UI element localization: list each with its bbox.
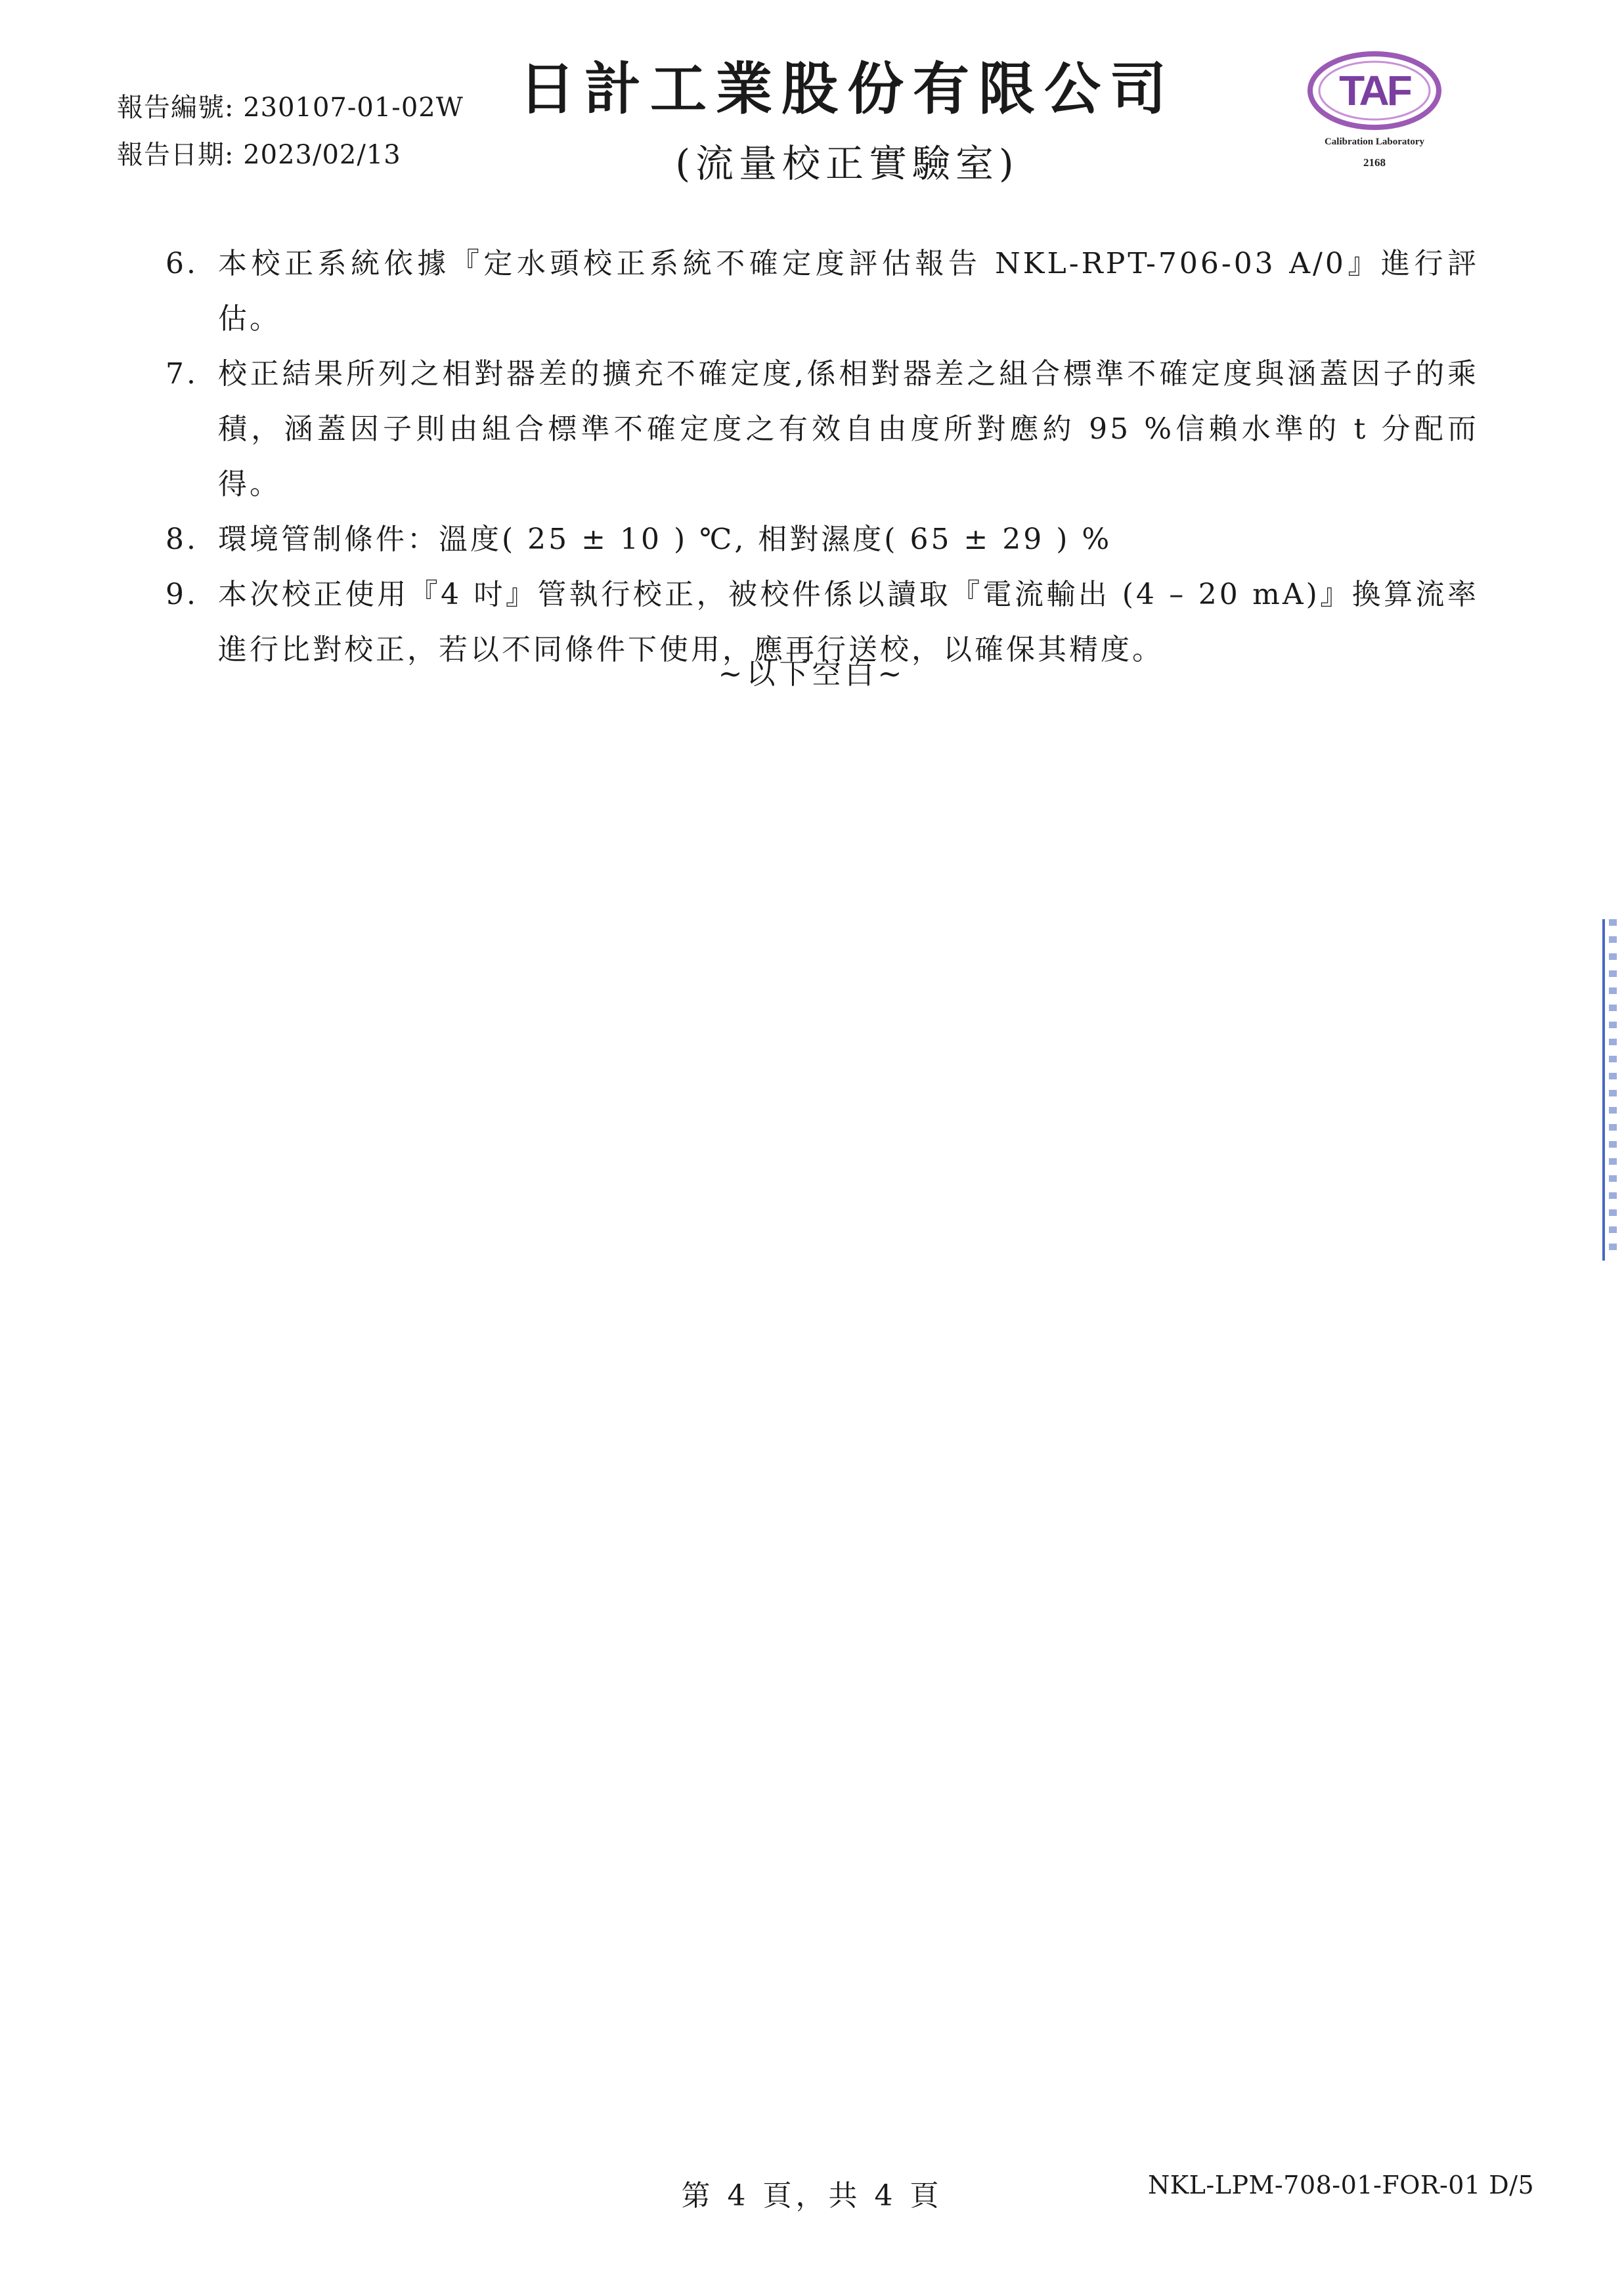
note-number: 6. (165, 247, 198, 280)
end-of-content-marker: ~以下空白~ (718, 657, 906, 691)
note-number: 7. (165, 357, 198, 391)
form-code: NKL-LPM-708-01-FOR-01 D/5 (1148, 2171, 1535, 2199)
note-number: 8. (165, 523, 198, 556)
note-text: 本次校正使用『4 吋』管執行校正，被校件係以讀取『電流輸出 (4 – 20 mA)』換算流率進行比對校正，若以不同條件下使用，應再行送校，以確保其精度。 (218, 578, 1479, 666)
taf-logo-icon (1292, 47, 1457, 139)
company-header (512, 50, 1182, 193)
notes-list (165, 236, 1479, 678)
lab-name: (流量校正實驗室) (675, 141, 1019, 186)
note-item (165, 236, 1479, 347)
note-text: 環境管制條件：溫度( 25 ± 10 ) ℃, 相對濕度( 65 ± 29 ) % (218, 523, 1112, 556)
report-date: 報告日期: 2023/02/13 (117, 140, 401, 170)
note-item (165, 512, 1479, 567)
company-name: 日計工業股份有限公司 (519, 56, 1175, 122)
page-number: 第 4 頁，共 4 頁 (681, 2179, 943, 2213)
taf-logo-caption: Calibration Laboratory (1324, 137, 1425, 147)
report-meta (117, 84, 464, 179)
taf-logo-text: TAF (1339, 67, 1410, 114)
report-number: 報告編號: 230107-01-02W (117, 93, 464, 123)
note-item (165, 347, 1479, 512)
taf-logo-number: 2168 (1363, 156, 1386, 169)
taf-accreditation-logo (1292, 47, 1457, 179)
note-number: 9. (165, 578, 198, 611)
edge-seal-stamp (1602, 919, 1622, 1261)
note-text: 本校正系統依據『定水頭校正系統不確定度評估報告 NKL-RPT-706-03 A/0』進行評估。 (218, 247, 1479, 336)
note-text: 校正結果所列之相對器差的擴充不確定度,係相對器差之組合標準不確定度與涵蓋因子的乘積，涵蓋因子則由組合標準不確定度之有效自由度所對應約 95 %信賴水準的 t 分配而得。 (218, 357, 1479, 501)
